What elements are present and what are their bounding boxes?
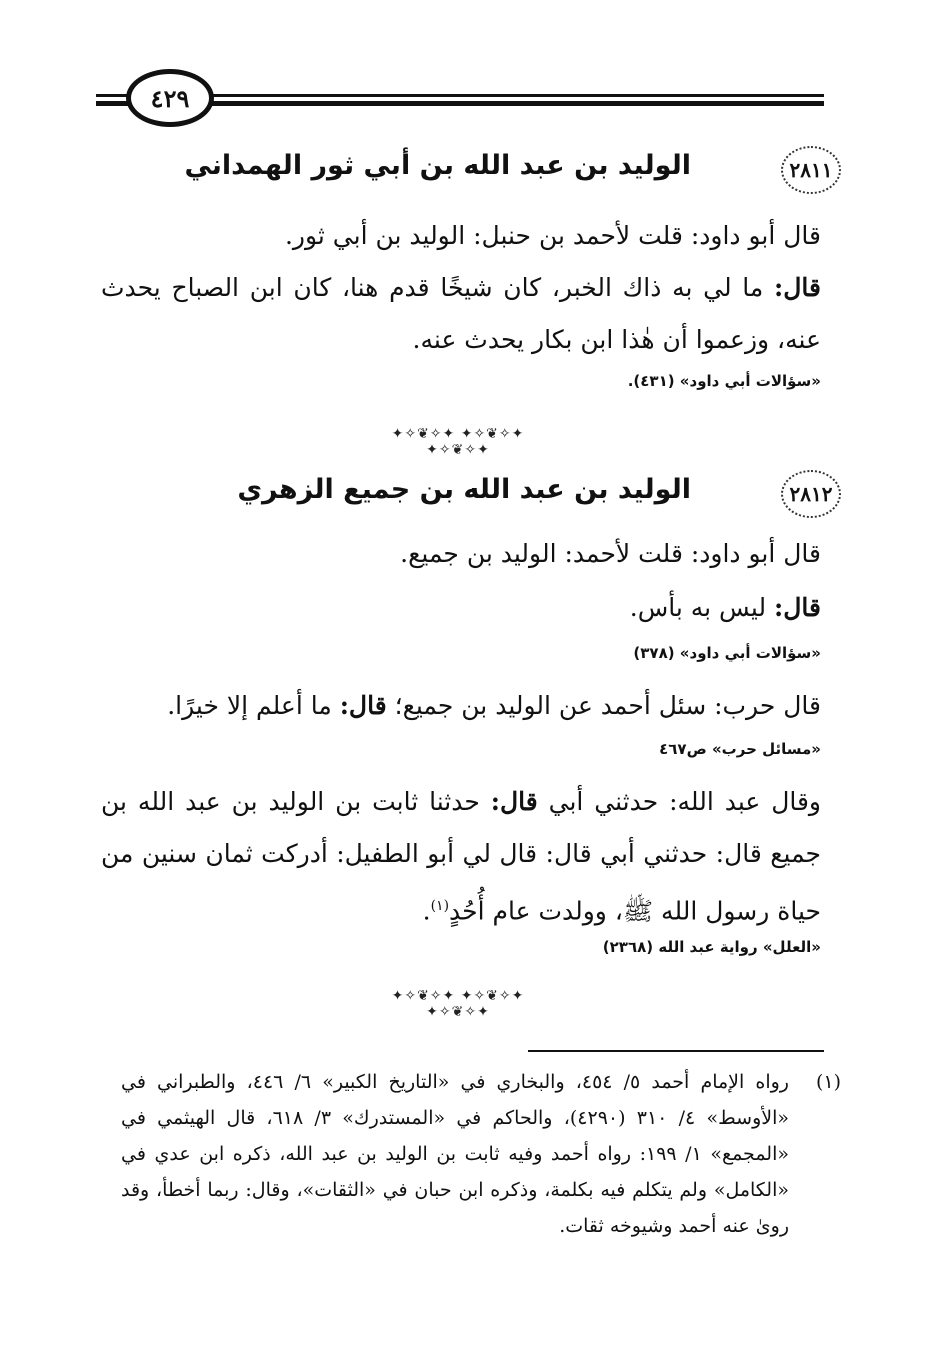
label-qala: قال: <box>774 593 821 622</box>
entry-title: الوليد بن عبد الله بن جميع الزهري <box>237 474 691 505</box>
source-citation: «سؤالات أبي داود» (٣٧٨) <box>633 644 821 662</box>
source-citation: «العلل» رواية عبد الله (٢٣٦٨) <box>602 938 821 956</box>
label-qala: قال: <box>774 273 821 302</box>
section-divider-ornament: ✦✧❦✧✦ ✦✧❦✧✦ ✦✧❦✧✦ <box>391 988 525 1020</box>
label-qala: قال: <box>490 787 538 816</box>
source-citation: «مسائل حرب» ص٤٦٧ <box>659 740 821 758</box>
footnote-separator <box>528 1050 824 1052</box>
entry-number-badge: ٢٨١٢ <box>781 470 841 518</box>
paragraph-text: وقال عبد الله: حدثني أبي <box>537 787 822 816</box>
page-header <box>96 64 824 134</box>
entry-heading-2812 <box>121 470 841 520</box>
entry-title: الوليد بن عبد الله بن أبي ثور الهمداني <box>184 150 691 181</box>
paragraph-text: . <box>422 896 431 926</box>
paragraph <box>101 262 821 366</box>
paragraph: قال أبو داود: قلت لأحمد بن حنبل: الوليد بن أبي ثور. <box>284 221 821 250</box>
paragraph <box>101 776 821 937</box>
paragraph-text: ما لي به ذاك الخبر، كان شيخًا قدم هنا، كان ابن الصباح يحدث عنه، وزعموا أن هٰذا ابن بكار يحدث عنه. <box>101 273 821 354</box>
paragraph-text: ما أعلم إلا خيرًا. <box>167 691 340 720</box>
paragraph: قال أبو داود: قلت لأحمد: الوليد بن جميع. <box>400 539 821 568</box>
footnote-reference[interactable]: (١) <box>430 898 450 914</box>
paragraph-text: حدثنا ثابت بن الوليد بن عبد الله بن جميع قال: حدثني أبي قال: قال لي أبو الطفيل: أدركت ثمان سنين من حياة رسول الله ﷺ، وولدت عام أُحُدٍ <box>101 787 821 926</box>
page-number: ٤٢٩ <box>126 69 214 127</box>
entry-heading-2811 <box>121 146 841 196</box>
paragraph-text: قال حرب: سئل أحمد عن الوليد بن جميع؛ <box>386 691 821 720</box>
section-divider-ornament: ✦✧❦✧✦ ✦✧❦✧✦ ✦✧❦✧✦ <box>391 426 525 458</box>
label-qala: قال: <box>339 691 387 720</box>
paragraph <box>101 680 821 732</box>
source-citation: «سؤالات أبي داود» (٤٣١). <box>627 372 821 390</box>
footnote <box>121 1064 841 1244</box>
paragraph-text: ليس به بأس. <box>629 593 775 622</box>
footnote-text: رواه الإمام أحمد ٥/ ٤٥٤، والبخاري في «التاريخ الكبير» ٦/ ٤٤٦، والطبراني في «الأوسط» ٤/ ٣١٠ (٤٢٩٠)، والحاكم في «المستدرك» ٣/ ٦١٨، قال الهيثمي في «المجمع» ١/ ١٩٩: رواه أحمد وفيه ثابت بن الوليد بن عبد الله، ذكره ابن عدي في «الكامل» ولم يتكلم فيه بكلمة، وذكره ابن حبان في «الثقات»، وقال: ربما أخطأ، وقد رویٰ عنه أحمد وشيوخه ثقات. <box>121 1071 789 1237</box>
entry-number-badge: ٢٨١١ <box>781 146 841 194</box>
paragraph <box>101 582 821 634</box>
footnote-marker: (١) <box>815 1071 841 1093</box>
